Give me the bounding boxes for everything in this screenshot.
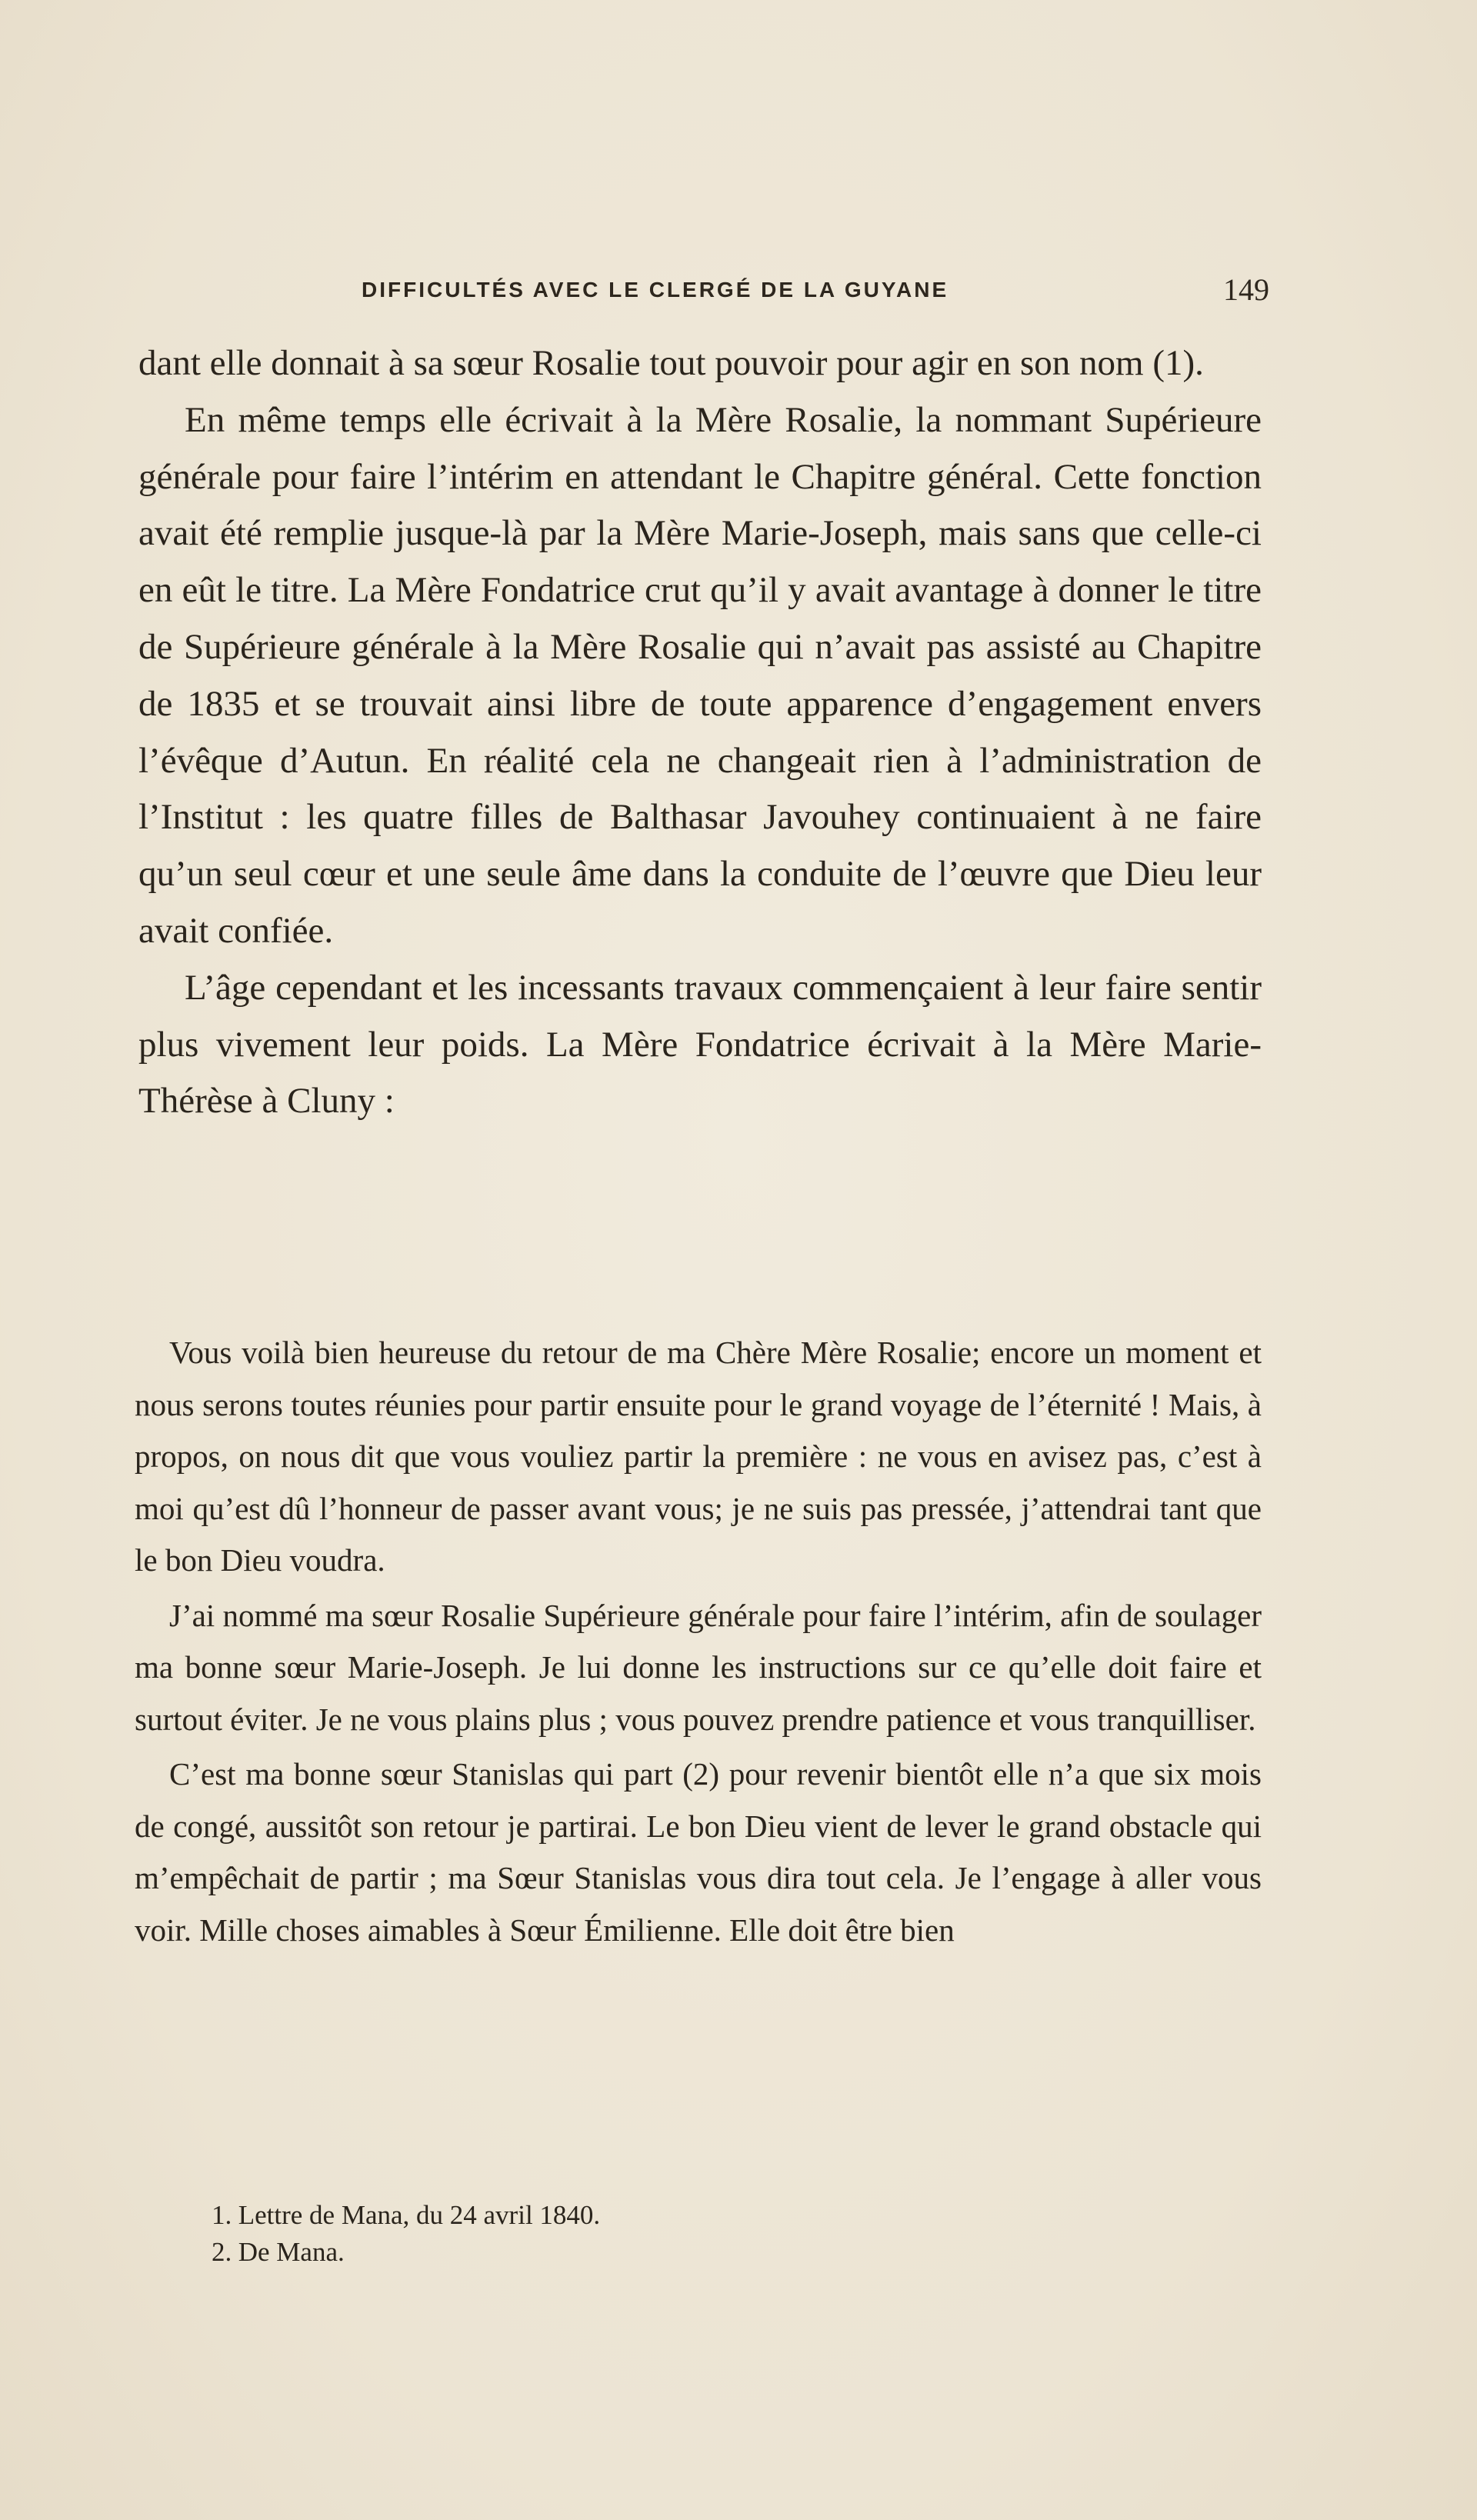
- footnote-number: 2.: [212, 2237, 232, 2267]
- footnote-number: 1.: [212, 2200, 232, 2230]
- footnote-text: Lettre de Mana, du 24 avril 1840.: [238, 2200, 601, 2230]
- footnote-text: De Mana.: [238, 2237, 345, 2267]
- paragraph: L’âge cependant et les incessants travaux commençaient à leur faire sentir plus vivement leur poids. La Mère Fondatrice écrivait à la Mère Marie-Thérèse à Cluny :: [138, 967, 1262, 1122]
- main-text: [138, 335, 1262, 1130]
- footnote: [212, 2234, 1212, 2271]
- page-number: 149: [1223, 272, 1269, 307]
- quote-paragraph: C’est ma bonne sœur Stanislas qui part (2) pour revenir bientôt elle n’a que six mois de congé, aussitôt son retour je partirai. Le bon Dieu vient de lever le grand obstacle qui m’empêchait de partir ; ma Sœur Stanislas vous dira tout cela. Je l’engage à aller vous voir. Mille choses aimables à Sœur Émilienne. Elle doit être bien: [135, 1756, 1262, 1948]
- paragraph-continuation: dant elle donnait à sa sœur Rosalie tout pouvoir pour agir en son nom (1).: [138, 343, 1204, 383]
- quote-paragraph: J’ai nommé ma sœur Rosalie Supérieure générale pour faire l’intérim, afin de soulager ma bonne sœur Marie-Joseph. Je lui donne les instructions sur ce qu’elle doit faire et surtout éviter. Je ne vous plains plus ; vous pouvez prendre patience et vous tranquilliser.: [135, 1597, 1262, 1737]
- footnote: [212, 2197, 1212, 2234]
- paragraph: En même temps elle écrivait à la Mère Rosalie, la nommant Supérieure générale pour faire l’intérim en attendant le Chapitre général. Cette fonction avait été remplie jusque-là par la Mère Marie-Joseph, mais sans que celle-ci en eût le titre. La Mère Fondatrice crut qu’il y avait avantage à donner le titre de Supérieure générale à la Mère Rosalie qui n’avait pas assisté au Chapitre de 1835 et se trouvait ainsi libre de toute apparence d’engagement envers l’évêque d’Autun. En réalité cela ne changeait rien à l’administration de l’Institut : les quatre filles de Balthasar Javouhey continuaient à ne faire qu’un seul cœur et une seule âme dans la conduite de l’œuvre que Dieu leur avait confiée.: [138, 399, 1262, 951]
- running-title: DIFFICULTÉS AVEC LE CLERGÉ DE LA GUYANE: [362, 278, 949, 302]
- footnotes: [212, 2197, 1212, 2271]
- running-head: [138, 271, 1269, 309]
- quote-paragraph: Vous voilà bien heureuse du retour de ma Chère Mère Rosalie; encore un moment et nous serons toutes réunies pour partir ensuite pour le grand voyage de l’éternité ! Mais, à propos, on nous dit que vous vouliez partir la première : ne vous en avisez pas, c’est à moi qu’est dû l’honneur de passer avant vous; je ne suis pas pressée, j’attendrai tant que le bon Dieu voudra.: [135, 1335, 1262, 1578]
- letter-quotation: [135, 1327, 1262, 1959]
